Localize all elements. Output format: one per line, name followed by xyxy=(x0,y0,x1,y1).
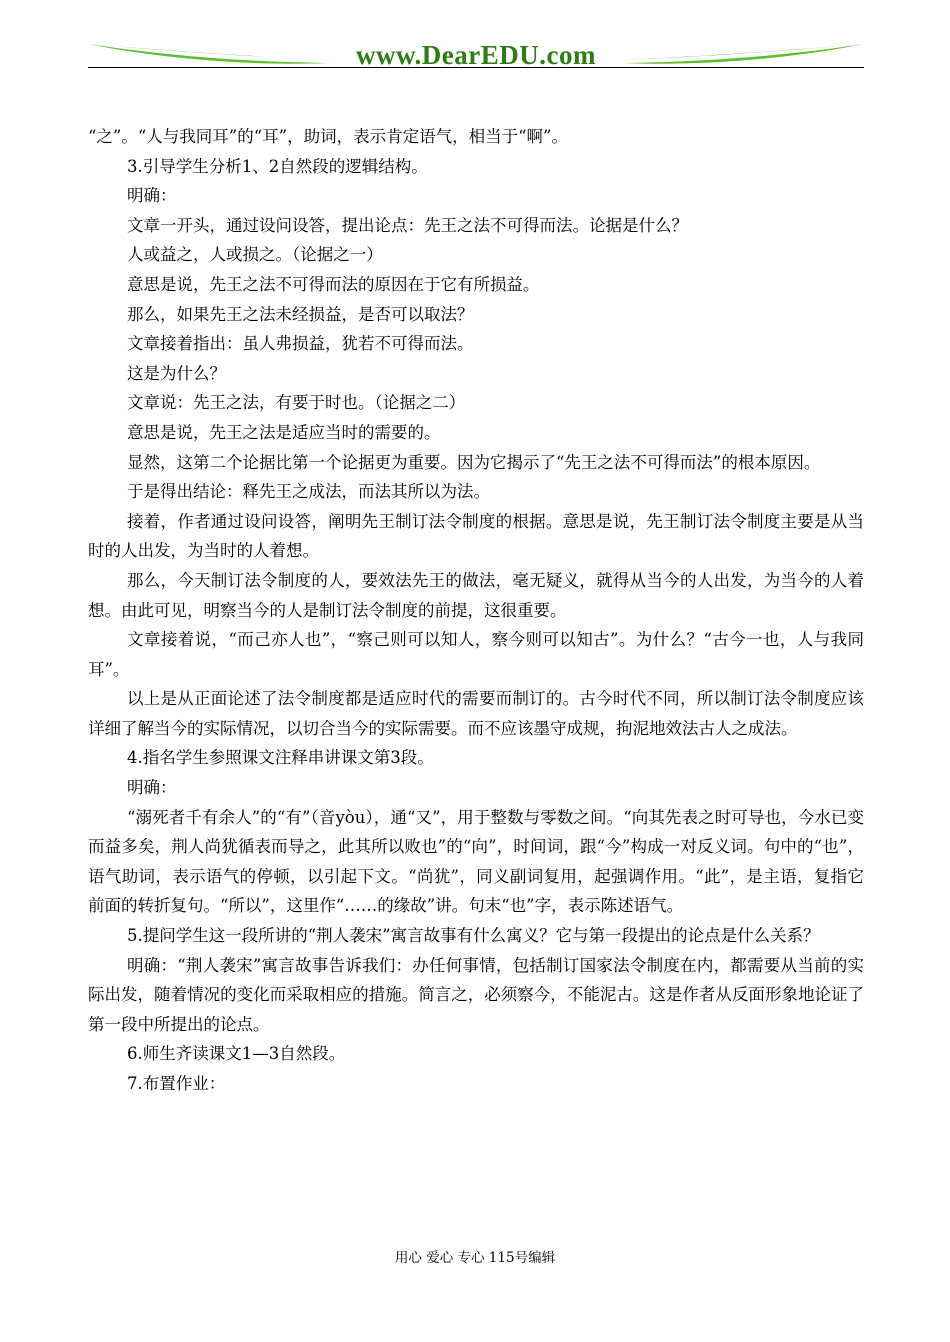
paragraph: 意思是说，先王之法不可得而法的原因在于它有所损益。 xyxy=(127,274,540,294)
paragraph: 那么，今天制订法令制度的人，要效法先王的做法，毫无疑义，就得从当今的人出发，为当今的人着想。由此可见，明察当今的人是制订法令制度的前提，这很重要。 xyxy=(88,570,864,620)
paragraph: 文章说：先王之法，有要于时也。（论据之二） xyxy=(127,393,466,413)
site-brand: www.DearEDU.com xyxy=(356,40,596,70)
page-header xyxy=(88,36,864,70)
paragraph: 5.提问学生这一段所讲的“荆人袭宋”寓言故事有什么寓义？它与第一段提出的论点是什么关系？ xyxy=(127,926,820,946)
paragraph: “之”。“人与我同耳”的“耳”，助词，表示肯定语气，相当于“啊”。 xyxy=(88,127,568,146)
paragraph: 于是得出结论：释先王之成法，而法其所以为法。 xyxy=(127,482,490,502)
paragraph: 3.引导学生分析1、2自然段的逻辑结构。 xyxy=(127,156,428,176)
paragraph: 以上是从正面论述了法令制度都是适应时代的需要而制订的。古今时代不同，所以制订法令制度应该详细了解当今的实际情况，以切合当今的实际需要。而不应该墨守成规，拘泥地效法古人之成法。 xyxy=(88,689,864,738)
paragraph: “溺死者千有余人”的“有”（音yòu），通“又”，用于整数与零数之间。“向其先表之时可导也，今水已变而益多矣，荆人尚犹循表而导之，此其所以败也”的“向”，时间词，跟“今”构成一对反义词。句中的“也”，语气助词，表示语气的停顿，以引起下文。“尚犹”，同义副词复用，起强调作用。“此”，是主语，复指它前面的转折复句。“所以”，这里作“……的缘故”讲。句末“也”字，表示陈述语气。 xyxy=(88,807,864,916)
header-rule xyxy=(88,67,864,68)
paragraph: 人或益之，人或损之。（论据之一） xyxy=(127,245,383,265)
paragraph: 接着，作者通过设问设答，阐明先王制订法令制度的根据。意思是说，先王制订法令制度主要是从当时的人出发，为当时的人着想。 xyxy=(88,511,864,561)
paragraph: 文章一开头，通过设问设答，提出论点：先王之法不可得而法。论据是什么？ xyxy=(127,215,688,235)
paragraph: 文章接着指出：虽人弗损益，犹若不可得而法。 xyxy=(127,334,474,354)
paragraph: 明确：“荆人袭宋”寓言故事告诉我们：办任何事情，包括制订国家法令制度在内，都需要从当前的实际出发，随着情况的变化而采取相应的措施。简言之，必须察今，不能泥古。这是作者从反面形象地论证了第一段中所提出的论点。 xyxy=(88,955,864,1034)
paragraph: 明确： xyxy=(127,778,177,798)
paragraph: 7.布置作业： xyxy=(127,1074,226,1093)
paragraph: 这是为什么？ xyxy=(127,363,226,383)
paragraph: 4.指名学生参照课文注释串讲课文第3段。 xyxy=(127,748,434,768)
document-body xyxy=(88,122,864,1099)
page-footer: 用心 爱心 专心 115号编辑 xyxy=(394,1250,556,1266)
paragraph: 明确： xyxy=(127,186,177,206)
paragraph: 6.师生齐读课文1—3自然段。 xyxy=(127,1044,346,1064)
paragraph: 那么，如果先王之法未经损益，是否可以取法？ xyxy=(127,304,474,324)
paragraph: 意思是说，先王之法是适应当时的需要的。 xyxy=(127,422,441,442)
paragraph: 显然，这第二个论据比第一个论据更为重要。因为它揭示了“先王之法不可得而法”的根本原因。 xyxy=(127,452,821,472)
paragraph: 文章接着说，“而己亦人也”，“察己则可以知人，察今则可以知古”。为什么？“古今一也，人与我同耳”。 xyxy=(88,630,864,679)
